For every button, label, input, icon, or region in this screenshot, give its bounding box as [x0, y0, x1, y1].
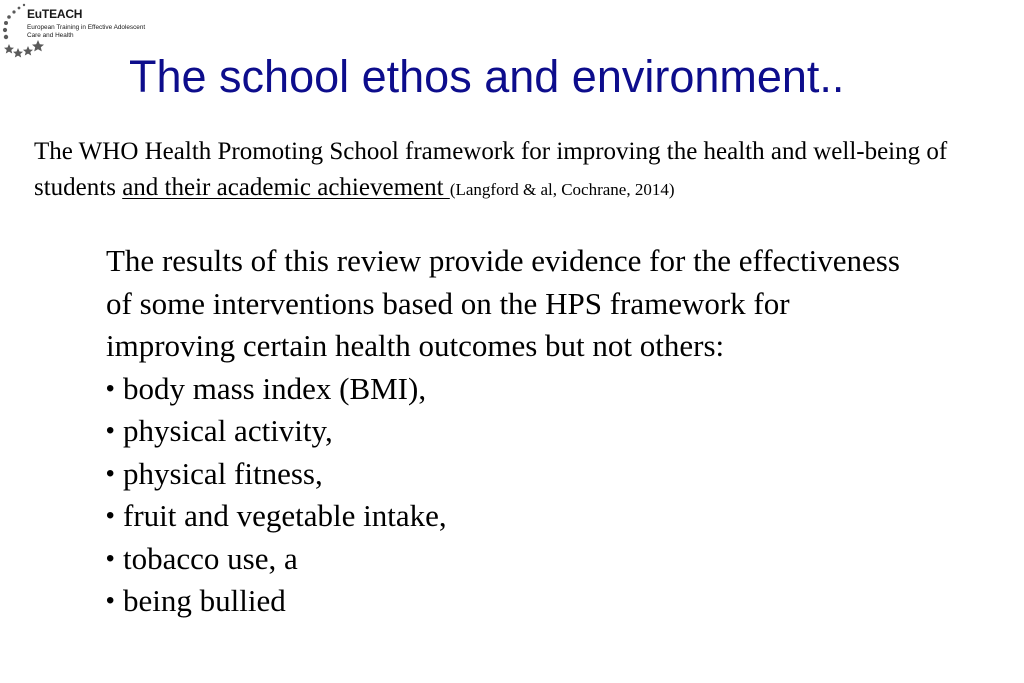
- intro-text: The WHO Health Promoting School framework for improving the health and well-being of students: [34, 138, 948, 201]
- list-item: [106, 453, 926, 496]
- intro-underlined-text: and their academic achievement: [122, 174, 450, 201]
- outcomes-list: [106, 368, 926, 623]
- intro-citation: (Langford & al, Cochrane, 2014): [449, 180, 675, 199]
- list-item: [106, 495, 926, 538]
- bullet-icon: •: [106, 502, 115, 529]
- list-item-text: physical activity,: [123, 413, 333, 448]
- page-title: The school ethos and environment..: [129, 51, 845, 102]
- list-item-text: fruit and vegetable intake,: [123, 498, 447, 533]
- list-item: [106, 580, 926, 623]
- list-item-text: body mass index (BMI),: [123, 370, 427, 406]
- logo-name: EuTEACH: [27, 7, 83, 21]
- list-item: [106, 410, 926, 453]
- intro-paragraph: [34, 134, 1019, 208]
- bullet-icon: •: [106, 374, 115, 402]
- euteach-logo: [0, 0, 150, 60]
- list-item-text: being bullied: [123, 583, 286, 618]
- results-paragraph: The results of this review provide evidence for the effectiveness of some interventions based on the HPS framework for improving certain health outcomes but not others:: [106, 243, 900, 363]
- bullet-icon: •: [106, 544, 115, 572]
- list-item: [106, 538, 926, 581]
- results-block: [106, 240, 926, 623]
- logo-subtitle: European Training in Effective Adolescent Care and Health: [27, 24, 146, 39]
- bullet-icon: •: [106, 417, 115, 444]
- list-item-text: tobacco use, a: [123, 540, 298, 576]
- list-item-text: physical fitness,: [123, 455, 323, 491]
- bullet-icon: •: [106, 587, 115, 614]
- list-item: [106, 368, 926, 411]
- bullet-icon: •: [106, 459, 115, 487]
